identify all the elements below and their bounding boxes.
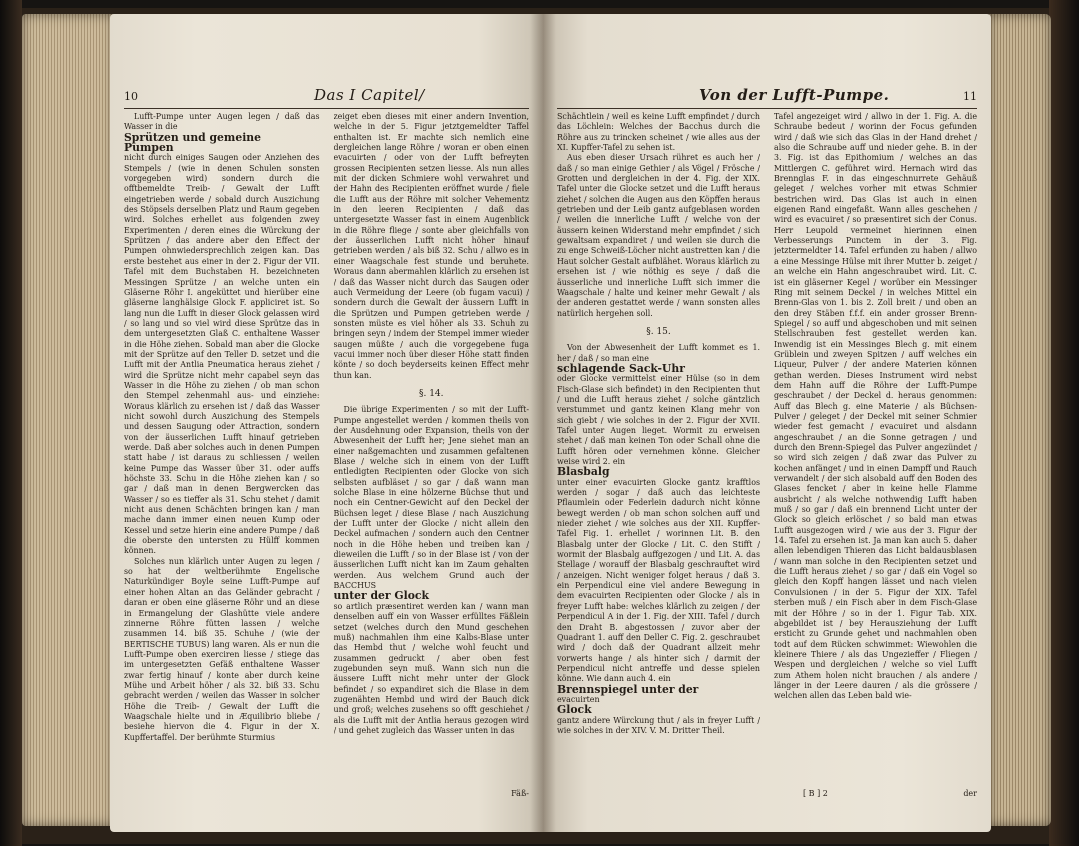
heading-glock: unter der Glock	[333, 589, 429, 603]
page-stack-right	[989, 14, 1051, 826]
heading-spruetzen: Sprützen und gemeine	[124, 130, 262, 144]
paragraph: unter einer evacuirten Glocke gantz krafftlos werden / sogar / daß auch das leichteste Pflaumlein oder Federlein dadurch nicht könne bewegt werden / ob man schon solchen auff und nieder ziehet / wie solches aus der XII. Kupffer-Tafel Fig. 1. erhellet / worinnen Lit. B. den Blasbalg unter der Glocke / Lit. C. den Stifft / wormit der Blasbalg auffgezogen / und Lit. A. das Stellage / worauff der Blasbalg geschrauftet wird / anzeigen. Nicht weniger folget heraus / daß 3. ein Perpendicul eine viel andere Bewegung in dem evacuirten Recipienten oder Glocke / als in freyer Lufft habe: welches klärlich zu zeigen / der Perpendicul A in der 1. Fig. der XIII. Tafel / durch den Draht B. abgestossen / zuvor aber der Quadrant 1. auff den Deller C. Fig. 2. geschraubet wird / doch daß der Quadrant allzeit mehr vorwerts hange / als hinter sich / darmit der Perpendicul nicht antreffe und desse spielen könne. Wie dann auch 4. ein	[557, 477, 760, 684]
heading-sack-uhr: schlagende Sack-Uhr	[557, 361, 685, 375]
signature-mark: [ B ] 2	[803, 789, 828, 798]
paragraph: so artlich præsentiret werden kan / wann man denselben auff ein von Wasser erfülltes Fäßlein setzet (welches durch den Mund geschehen muß) nachmahlen ihm eine Kalbs-Blase unter das Hembd thut / welche wohl feucht und zusammen gedruckt / aber oben fest zugebunden seyn muß. Wann sich nun die äussere Lufft nicht mehr unter der Glock befindet / so expandiret sich die Blase in dem zugenähten Hembd und wird der Bauch dick und groß; welches zusehens so offt geschiehet / als die Lufft mit der Antlia heraus gezogen wird / und gehet zugleich das Wasser unten in das	[333, 601, 529, 735]
paragraph: nicht durch einiges Saugen oder Anziehen des Stempels / (wie in denen Schulen sonsten vorgegeben wird) sondern durch die offtbemeldte Treib- / Gewalt der Lufft eingetrieben werde / sobald durch Auszichung des Stöpsels derselben Platz und Raum gegeben wird. Solches erhellet aus folgenden zwey Experimenten / deren eines die Würckung der Sprützen / das andere aber den Effect der Pumpen ohnwiedersprechlich zeigen kan. Das erste bestehet aus einer in der 2. Figur der VII. Tafel mit dem Buchstaben H. bezeichneten Messingen Sprütze / an welche unten ein Gläserne Röhr I. angeküttet und hierüber eine gläserne langhälsige Glock F. appliciret ist. So lang nun die Lufft in dieser Glock gelassen wird / so lang und so viel wird diese Sprütze das in dem untergesetzten Glaß C. enthaltene Wasser in die Höhe ziehen. Sobald man aber die Glocke mit der Sprütze auf den Teller D. setzet und die Lufft mit der Antlia Pneumatica heraus ziehet / wird die Sprütze nicht mehr capabel seyn das Wasser in die Höhe zu ziehen / ob man schon den Stempel zehenmahl aus- und einziehe: Woraus klärlich zu ersehen ist / daß das Wasser nicht sowohl durch Auszichung des Stempels und dessen Saugung oder Attraction, sondern von der äusserlichen Lufft hinauf getrieben werde. Daß aber solches auch in denen Pumpen statt habe / ist daraus zu schliessen / weilen keine Pumpe das Wasser über 31. oder auffs höchste 33. Schu in die Höhe ziehen kan / so gar / daß man in denen Bergwercken das Wasser / so es tieffer als 31. Schu stehet / damit nicht aus denen Schächten bringen kan / man mache dann immer einen neuen Kump oder Kessel und setze hierin eine andere Pumpe / daß die oberste den untersten zu Hülff kommen können.	[124, 153, 320, 556]
cover-edge-left	[0, 0, 22, 846]
left-catchword: Fäß-	[511, 789, 529, 798]
heading-blasbalg: Blasbalg	[557, 465, 610, 479]
right-running-title: Von der Lufft-Pumpe.	[699, 86, 890, 104]
right-columns	[557, 112, 977, 780]
paragraph: oder Glocke vermittelst einer Hülse (so in dem Fisch-Glase sich befindet) in den Recipienten thut / und die Lufft heraus ziehet / solche gäntzlich verstummet und gantz keinen Klang mehr von sich giebt / wie solches in der 2. Figur der XVII. Tafel unter Augen lieget. Wormit zu erweisen stehet / daß man keinen Ton oder Schall ohne die Lufft hören oder vernehmen könne. Gleicher weise wird 2. ein	[557, 374, 760, 466]
left-page-number: 10	[124, 90, 138, 103]
paragraph: evacuirten	[557, 694, 600, 704]
section-heading: §. 14.	[418, 388, 444, 399]
heading-glock: Glock	[557, 703, 592, 717]
paragraph: Die übrige Experimenten / so mit der Lufft-Pumpe angestellet werden / kommen theils von der Ausdehnung oder Expansion, theils von der Abwesenheit der Lufft her; Jene siehet man an einer naßgemachten und zusammen gefaltenen Blase / welche sich in einem von der Lufft entledigten Recipienten oder Glocke von sich selbsten aufbläset / so gar / daß wann man solche Blase in eine hölzerne Büchse thut und noch ein Centner-Gewicht auf den Deckel der Büchsen leget / diese Blase / nach Auszichung der Lufft unter der Glocke / nicht allein den Deckel aufmachen / sondern auch den Centner noch in die Höhe heben und treiben kan / dieweilen die Lufft / so in der Blase ist / von der äusserlichen Lufft nicht kan im Zaum gehalten werden. Aus welchem Grund auch der BACCHUS	[333, 405, 529, 591]
right-running-head	[557, 78, 977, 109]
right-column-2	[774, 112, 977, 780]
paragraph: Schächtlein / weil es keine Lufft empfindet / durch das Löchlein: Welches der Bacchus durch die Röhre aus zu trincken scheinet / wie alles aus der XI. Kupffer-Tafel zu sehen ist.	[557, 112, 760, 153]
left-column-1	[124, 112, 320, 780]
paragraph: zeiget eben dieses mit einer andern Invention, welche in der 5. Figur jetztgemeldter Taffel enthalten ist. Er machte sich nemlich eine dergleichen lange Röhre / woran er oben einen evacuirten / oder von der Lufft befreyten grossen Recipienten setzen liesse. Als nun alles mit der dicken Schmiere wohl verwahret und der Hahn des Recipienten eröffnet wurde / fiele die Lufft aus der Röhre mit solcher Vehementz in den leeren Recipienten / daß das untergesetzte Wasser fast in einem Augenblick in die Röhre fliege / sonte aber gleichfalls von der äusserlichen Lufft nicht höher hinauf getrieben werden / als biß 32. Schu / allwo es in einer Waagschale fest stunde und beruhete. Woraus dann abermahlen klärlich zu ersehen ist / daß das Wasser nicht durch das Saugen oder auch Vermeidung der Leere (ob fugam vacui) / sondern durch die Gewalt der äussern Lufft in die Sprützen und Pumpen getrieben werde / sonsten müste es viel höher als 33. Schuh zu bringen seyn / indem der Stempel immer wieder saugen müßte / auch die vorgegebene fuga vacui immer noch über dieser Höhe statt finden könte / so doch beyderseits keinen Effect mehr thun kan.	[333, 112, 529, 380]
paragraph: Solches nun klärlich unter Augen zu legen / so hat der weltberühmte Engelische Naturkündiger Boyle seine Lufft-Pumpe auf einer hohen Altan an das Geländer gebracht / daran er oben eine gläserne Röhr und an diese in Ermangelung der Glashütte viele andere zinnerne Röhre fütten lassen / welche zusammen 14. biß 35. Schuhe / (wie der BERTISCHE TUBUS) lang waren. Als er nun die Lufft-Pumpe oben exerciren liesse / stiege das im untergesetzten Gefäß enthaltene Wasser zwar fertig hinauf / konte aber durch keine Mühe und Arbeit höher / als 32. biß 33. Schu gebracht werden / weilen das Wasser in solcher Höhe die Treib- / Gewalt der Lufft die Waagschale hielte und in Æquilibrio bliebe / besiehe hiervon die 4. Figur in der X. Kupffertaffel. Der berühmte Sturmius	[124, 556, 320, 742]
right-column-1	[557, 112, 760, 780]
page-stack-left	[22, 14, 114, 826]
heading-pumpen: Pumpen	[124, 141, 174, 155]
paragraph: Lufft-Pumpe unter Augen legen / daß das Wasser in die	[124, 112, 320, 132]
left-running-head	[124, 78, 529, 109]
right-catchword: der	[963, 789, 977, 798]
right-page	[543, 14, 991, 832]
paragraph: gantz andere Würckung thut / als in freyer Lufft / wie solches in der XIV. V. M. Dritter Theil.	[557, 715, 760, 735]
section-heading: §. 15.	[646, 326, 671, 337]
left-running-title: Das I Capitel/	[314, 86, 425, 104]
cover-edge-right	[1049, 0, 1079, 846]
right-page-number: 11	[963, 90, 977, 103]
paragraph: Von der Abwesenheit der Lufft kommet es 1. her / daß / so man eine	[557, 343, 760, 363]
paragraph: Aus eben dieser Ursach rühret es auch her / daß / so man einige Gethier / als Vögel / Frösche / Grotten und dergleichen in der 4. Fig. der XIX. Tafel unter die Glocke setzet und die Lufft heraus ziehet / solchen die Augen aus den Köpffen heraus getrieben und der Leib gantz aufgeblasen worden / weilen die innerliche Lufft / welche von der äussern keinen Widerstand mehr empfindet / sich gewaltsam expandiret / und weilen sie durch die zu enge Schweiß-Löcher nicht austretten kan / die Haut solcher Gestalt aufblähet. Woraus klärlich zu ersehen ist / wie nöthig es seye / daß die äusserliche und innerliche Lufft sich immer die Waagschale / halte und keiner mehr Gewalt / als der anderen gestattet werde / wann sonsten alles natürlich hergehen soll.	[557, 153, 760, 318]
left-page	[110, 14, 543, 832]
paragraph: Tafel angezeiget wird / allwo in der 1. Fig. A. die Schraube bedeut / worinn der Focus gefunden wird / daß wie sich das Glas in der Hand drehet / also die Schraube auff und nieder gehe. B. in der 3. Fig. ist das Epithomium / welches an das Mittlergen C. geführet wird. Hernach wird das Brennglas F. in das eingeschnurrete Gehäuß geleget / welches vorher mit etwas Schmier bestrichen wird. Das Glas ist auch in einen eigenen Rand eingefaßt. Wann alles geschehen / wird es evacuiret / so præsentiret sich der Conus. Herr Leupold vermeinet hierinnen einen Verbesserungs Punctem in der 3. Fig. jetztermeldter 14. Tafel erfunden zu haben / allwo a eine Messinge Hülse mit ihrer Mutter b. zeiget / an welche ein Hahn angeschraubet wird. Lit. C. ist ein gläserner Kegel / worüber ein Messinger Ring mit seinem Deckel / in welches Mittel ein Brenn-Glas von 1. bis 2. Zoll breit / und oben an den drey Stäben f.f.f. ein ander grosser Brenn-Spiegel / so auff und abgeschoben und mit seinen Stellschrauben fest gestellet werden kan. Inwendig ist ein Messinges Blech g. mit einem Grüblein und zweyen Spitzen / auff welches ein Liqueur, Pulver / der andere Materien können gethan werden. Dieses Instrument wird nebst dem Hahn auff die Röhre der Lufft-Pumpe geschraubet / der Deckel d. heraus genommen: Auff das Blech g. eine Materie / als Büchsen-Pulver / geleget / der Deckel mit seiner Schmier wieder fest gemacht / evacuiret und alsdann angeschraubet / an die Sonne getragen / und durch den Brenn-Spiegel das Pulver angezündet / so wird sich zeigen / daß zwar das Pulver zu kochen anfänget / und in einen Dampff und Rauch verwandelt / der sich alsobald auff den Boden des Glases fencket / aber in keine helle Flamme ausbricht / als welche nothwendig Lufft haben muß / so gar / daß ein brennend Licht unter der Glock so gleich erlöschet / so bald man etwas Lufft ausgezogen wird / wie aus der 3. Figur der 14. Tafel zu ersehen ist. Ja man kan auch 5. daher allen lebendigen Thieren das Licht baldausblasen / wann man solche in den Recipienten setzet und die Lufft heraus ziehet / so gar / daß ein Vogel so gleich den Kopff hangen lässet und nach vielen Convulsionen / in der 5. Figur der XIX. Tafel sterben muß / ein Fisch aber in dem Fisch-Glase mit der Höhre / so in der 1. Figur Tab. XIX. abgebildet ist / bey Herausziehung der Lufft ersticht zu Grunde gehet und nachmahlen oben todt auf dem Rücken schwimmet: Wiewohlen die kleinere Thiere / als das Ungezieffer / Fliegen / Wespen und dergleichen / welche so viel Lufft zum Athem holen nicht brauchen / als andere / länger in der Leere dauren / als die grössere / welchen allen das Leben bald wie-	[774, 112, 977, 701]
left-column-2	[334, 112, 530, 780]
left-columns	[124, 112, 529, 780]
book-gutter	[530, 14, 556, 832]
heading-brennspiegel: Brennspiegel unter der	[557, 682, 699, 696]
